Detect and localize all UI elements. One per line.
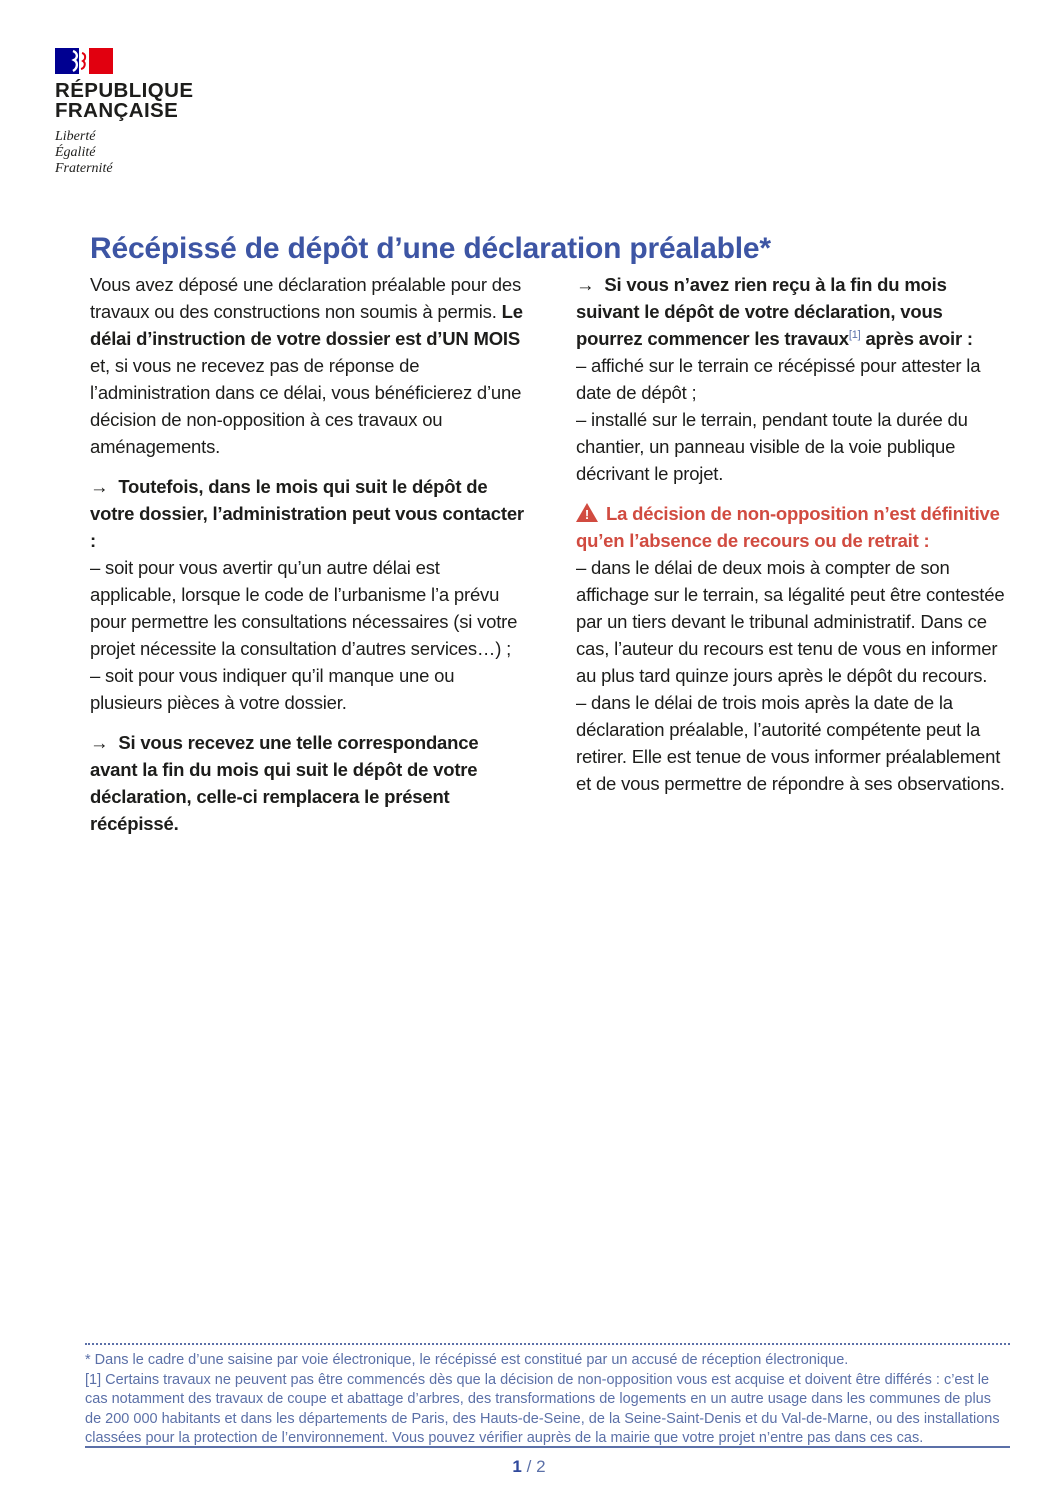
text-segment: – affiché sur le terrain ce récépissé pour attester la date de dépôt ; bbox=[576, 355, 981, 403]
footnotes-section bbox=[85, 1343, 1010, 1449]
text-segment: – dans le délai de trois mois après la date de la déclaration préalable, l’autorité compétente peut la retirer. Elle est tenue de vous informer préalablement et de vous permettre de répondre à ses observations. bbox=[576, 692, 1005, 794]
right-column bbox=[576, 271, 1008, 850]
page-number-current: 1 bbox=[512, 1457, 522, 1476]
para-rien-recu bbox=[576, 271, 1008, 487]
footer-divider bbox=[85, 1446, 1010, 1448]
motto-liberte: Liberté bbox=[55, 129, 96, 144]
para-correspondance bbox=[90, 729, 524, 837]
flag-marianne-icon bbox=[55, 48, 193, 75]
text-segment: après avoir : bbox=[860, 328, 973, 349]
page-number-separator: / bbox=[526, 1457, 532, 1476]
text-segment: – soit pour vous avertir qu’un autre délai est applicable, lorsque le code de l’urbanisme l’a prévu pour permettre les consultations nécessaires (si votre projet nécessite la consultation d’autres services…) ; bbox=[90, 557, 518, 659]
para-intro bbox=[90, 271, 524, 460]
text-segment: – dans le délai de deux mois à compter de son affichage sur le terrain, sa légalité peut être contestée par un tiers devant le tribunal administratif. Dans ce cas, l’auteur du recours est tenu de vous en informer au plus tard quinze jours après le dépôt du recours. bbox=[576, 557, 1005, 686]
motto-fraternite: Fraternité bbox=[55, 161, 113, 176]
footnote-star bbox=[85, 1351, 1010, 1371]
page-title: Récépissé de dépôt d’une déclaration préalable* bbox=[90, 232, 771, 266]
text-segment: et, si vous ne recevez pas de réponse de l’administration dans ce délai, vous bénéficierez d’une décision de non-opposition à ces travaux ou aménagements. bbox=[90, 355, 522, 457]
logo-francaise-line: FRANÇAISE bbox=[55, 99, 179, 122]
left-column bbox=[90, 271, 524, 850]
text-segment: – soit pour vous indiquer qu’il manque une ou plusieurs pièces à votre dossier. bbox=[90, 665, 455, 713]
government-logo bbox=[55, 48, 193, 177]
page-number bbox=[0, 1457, 1058, 1477]
content-columns bbox=[90, 271, 1008, 850]
text-segment: La décision de non-opposition n’est définitive qu’en l’absence de recours ou de retrait : bbox=[576, 503, 1000, 551]
text-segment: Le délai d’instruction de votre dossier est d’UN MOIS bbox=[90, 301, 523, 349]
para-warning bbox=[576, 500, 1008, 797]
text-segment: [1] bbox=[848, 328, 861, 341]
para-toutefois bbox=[90, 473, 524, 716]
text-segment: → bbox=[576, 274, 595, 295]
text-segment: Vous avez déposé une déclaration préalable pour des travaux ou des constructions non soumis à permis. bbox=[90, 274, 522, 322]
logo-motto bbox=[55, 129, 193, 177]
text-segment: Toutefois, dans le mois qui suit le dépôt de votre dossier, l’administration peut vous contacter : bbox=[90, 476, 524, 551]
text-segment: Si vous recevez une telle correspondance avant la fin du mois qui suit le dépôt de votre déclaration, celle-ci remplacera le présent récépissé. bbox=[90, 732, 479, 834]
warning-triangle-icon bbox=[576, 503, 598, 522]
motto-egalite: Égalité bbox=[55, 145, 96, 160]
text-segment: → bbox=[90, 476, 109, 497]
text-segment: [1] Certains travaux ne peuvent pas être commencés dès que la décision de non-opposition vous est acquise et doivent être différés : c’est le cas notamment des travaux de coupe et abattage d’arbres, des transformations de logements en un autre usage dans les communes de plus de 200 000 habitants et dans les départements de Paris, des Hauts-de-Seine, de la Seine-Saint-Denis et du Val-de-Marne, ou des installations classées pour la protection de l’environnement. Vous pouvez vérifier auprès de la mairie que votre projet n’entre pas dans ces cas. bbox=[85, 1371, 1000, 1446]
logo-wordmark bbox=[55, 81, 193, 121]
text-segment: * Dans le cadre d’une saisine par voie électronique, le récépissé est constitué par un accusé de réception électronique. bbox=[85, 1352, 849, 1368]
logo-republique-line: RÉPUBLIQUE bbox=[55, 79, 194, 102]
text-segment: → bbox=[90, 732, 109, 753]
text-segment: Si vous n’avez rien reçu à la fin du mois suivant le dépôt de votre déclaration, vous pourrez commencer les travaux bbox=[576, 274, 947, 349]
footnote-1 bbox=[85, 1371, 1010, 1449]
text-segment: – installé sur le terrain, pendant toute la durée du chantier, un panneau visible de la voie publique décrivant le projet. bbox=[576, 409, 968, 484]
page-number-total: 2 bbox=[536, 1457, 546, 1476]
